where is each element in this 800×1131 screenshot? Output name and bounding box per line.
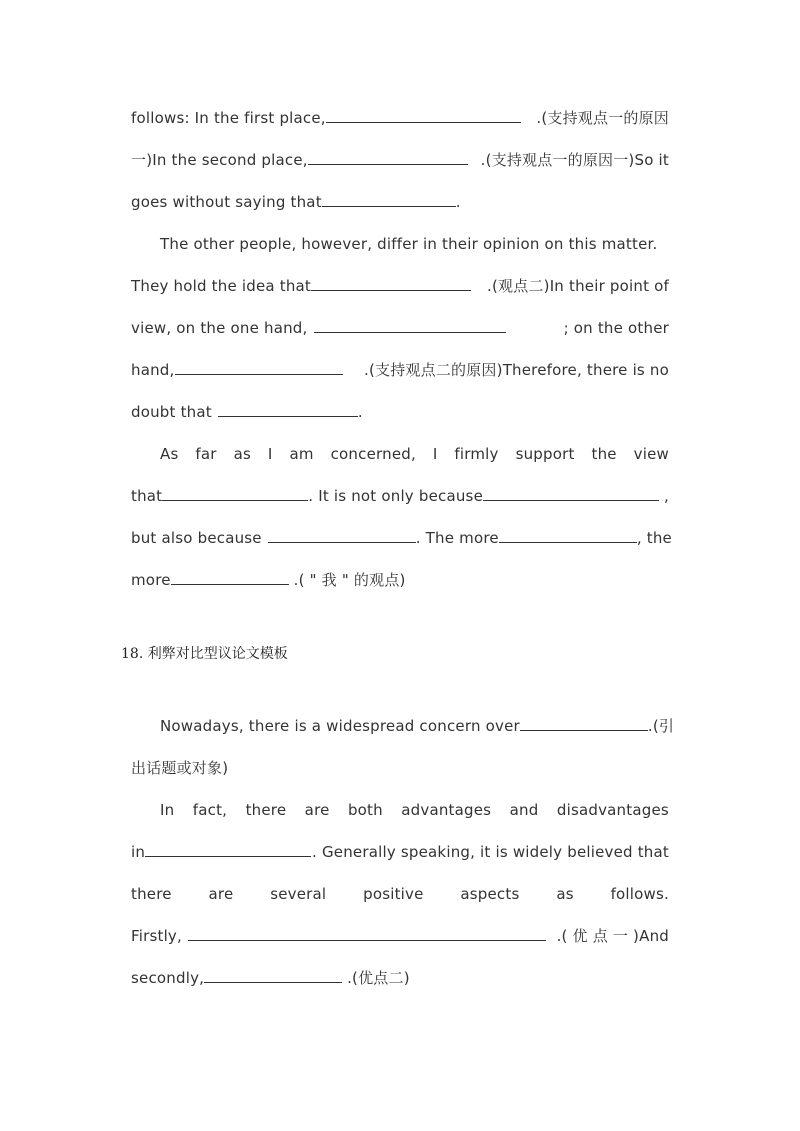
text: doubt that [131, 403, 212, 421]
word: am [289, 445, 314, 463]
text: .(支持观点二的原因)Therefore, there is no [364, 361, 669, 379]
word: there [245, 801, 287, 819]
section-heading: 18. 利弊对比型议论文模板 [121, 646, 288, 662]
p4-line-1 [160, 714, 675, 738]
text: follows: In the first place, [131, 109, 326, 127]
p2-line-4 [131, 358, 669, 382]
p3-line-1 [160, 442, 669, 466]
text: . The more [415, 529, 499, 547]
p5-line-4 [131, 924, 669, 948]
text: , [664, 487, 669, 505]
p2-line-2 [131, 274, 669, 298]
text: .(支持观点一的原因 [536, 109, 669, 127]
fill-blank [175, 358, 343, 375]
text: Nowadays, there is a widespread concern over [160, 717, 520, 735]
p2-line-3 [131, 316, 669, 340]
fill-blank [314, 316, 506, 333]
fill-blank [326, 106, 521, 123]
word: I [432, 445, 438, 463]
fill-blank [322, 190, 456, 207]
text: goes without saying that [131, 193, 322, 211]
text: .(引 [647, 717, 675, 735]
text: more [131, 571, 171, 589]
text: .(支持观点一的原因一)So it [480, 151, 669, 169]
word: firmly [454, 445, 499, 463]
word: aspects [460, 885, 520, 903]
text: secondly, [131, 969, 205, 987]
fill-blank [483, 484, 659, 501]
word: the [591, 445, 617, 463]
word: fact, [192, 801, 228, 819]
fill-blank [204, 966, 342, 983]
text: ; on the other [563, 319, 669, 337]
word: follows. [610, 885, 669, 903]
text: .(观点二)In their point of [487, 277, 669, 295]
word: I [267, 445, 273, 463]
text: 出话题或对象) [131, 759, 229, 777]
text: The other people, however, differ in their opinion on this matter. [160, 235, 658, 253]
text: . It is not only because [308, 487, 483, 505]
fill-blank [171, 568, 289, 585]
fill-blank [308, 148, 468, 165]
fill-blank [499, 526, 637, 543]
p1-line-2 [131, 148, 669, 172]
text: . Generally speaking, it is widely believed that [312, 843, 669, 861]
p1-line-3 [131, 190, 669, 214]
word: view [633, 445, 669, 463]
word: both [347, 801, 383, 819]
p3-line-3 [131, 526, 672, 550]
word: several [270, 885, 327, 903]
text: hand, [131, 361, 175, 379]
p5-line-1 [160, 798, 669, 822]
word: and [509, 801, 539, 819]
word: positive [363, 885, 424, 903]
text: but also because [131, 529, 262, 547]
word: In [160, 801, 175, 819]
p5-line-2 [131, 840, 669, 864]
text: view, on the one hand, [131, 319, 308, 337]
text: .(优点二) [347, 969, 410, 987]
text: . [455, 193, 461, 211]
word: support [515, 445, 575, 463]
fill-blank [311, 274, 471, 291]
p2-line-5 [131, 400, 669, 424]
word: concerned, [330, 445, 416, 463]
fill-blank [188, 924, 546, 941]
word: there [131, 885, 172, 903]
text: .( " 我 " 的观点) [293, 571, 406, 589]
text: 一)In the second place, [131, 151, 308, 169]
word: disadvantages [556, 801, 669, 819]
fill-blank [162, 484, 308, 501]
word: advantages [401, 801, 492, 819]
p3-line-4 [131, 568, 669, 592]
text: that [131, 487, 163, 505]
fill-blank [145, 840, 311, 857]
text: in [131, 843, 146, 861]
text: . [357, 403, 363, 421]
text: They hold the idea that [131, 277, 312, 295]
fill-blank [520, 714, 648, 731]
p5-line-3 [131, 882, 669, 906]
word: as [233, 445, 251, 463]
p2-line-1 [160, 232, 669, 256]
p1-line-1 [131, 106, 669, 130]
word: as [556, 885, 574, 903]
word: are [304, 801, 330, 819]
fill-blank [218, 400, 358, 417]
text: , the [636, 529, 672, 547]
p5-line-5 [131, 966, 669, 990]
p3-line-2 [131, 484, 669, 508]
word: far [195, 445, 217, 463]
fill-blank [268, 526, 416, 543]
text: .( 优 点 一 )And [556, 927, 669, 945]
word: are [208, 885, 234, 903]
text: Firstly, [131, 927, 182, 945]
p4-line-2 [131, 756, 669, 780]
word: As [160, 445, 179, 463]
